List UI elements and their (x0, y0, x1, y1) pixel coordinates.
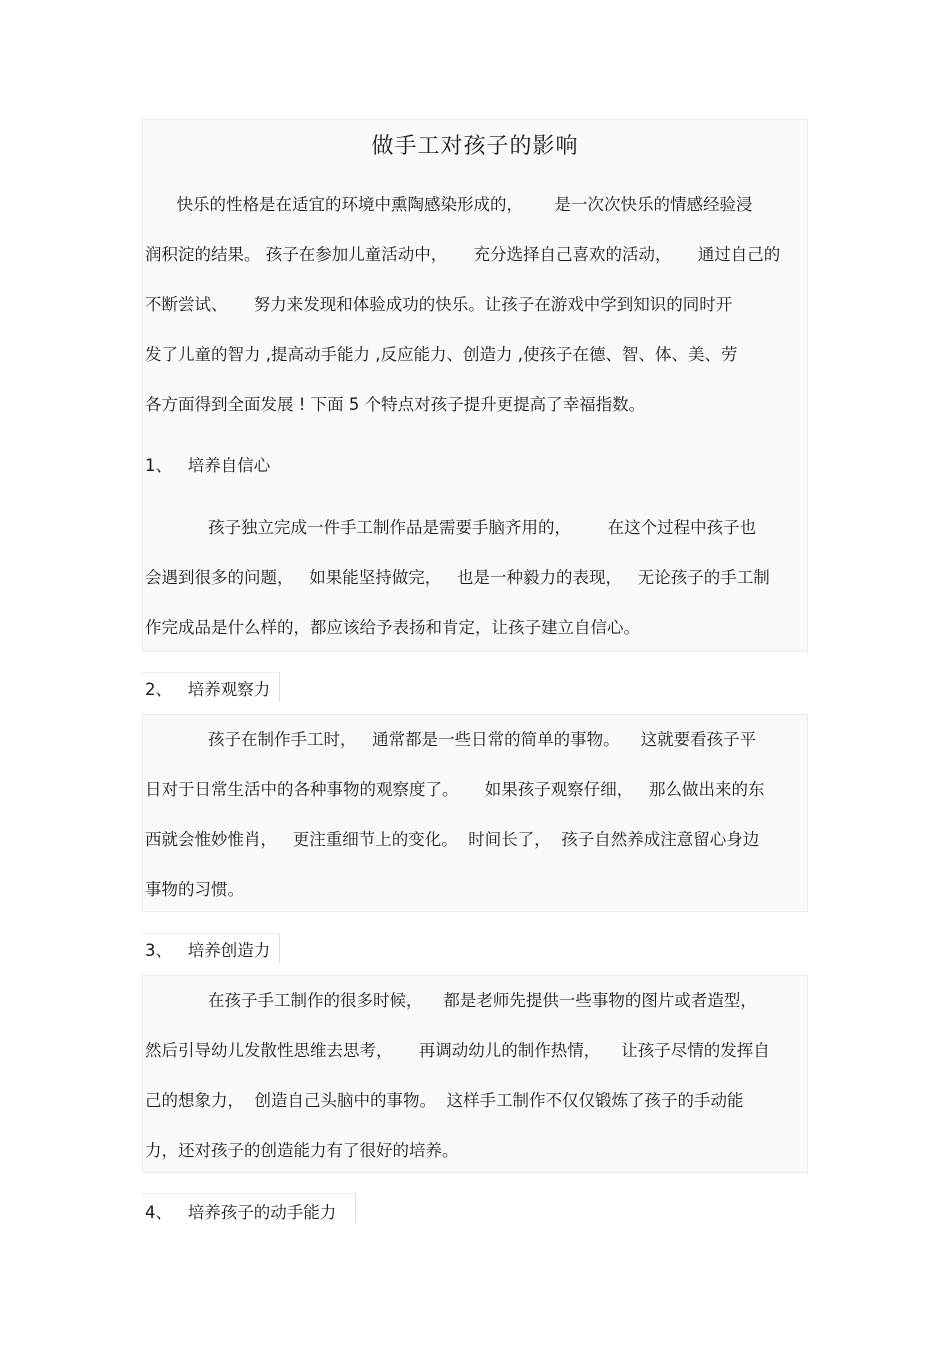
section-line: 孩子在制作手工时， 通常都是一些日常的简单的事物。 这就要看孩子平 (145, 730, 757, 749)
section-heading: 3、 培养创造力 (145, 941, 271, 960)
intro-line: 润积淀的结果。 孩子在参加儿童活动中， 充分选择自己喜欢的活动， 通过自己的 (145, 245, 781, 264)
section-heading: 1、 培养自信心 (145, 456, 271, 475)
section-line: 日对于日常生活中的各种事物的观察度了。 如果孩子观察仔细， 那么做出来的东 (145, 780, 765, 799)
intro-line: 不断尝试、 努力来发现和体验成功的快乐。让孩子在游戏中学到知识的同时开 (145, 295, 733, 314)
section-line: 作完成品是什么样的，都应该给予表扬和肯定，让孩子建立自信心。 (145, 618, 640, 637)
intro-line: 快乐的性格是在适宜的环境中熏陶感染形成的， 是一次次快乐的情感经验浸 (145, 195, 753, 214)
section-line: 在孩子手工制作的很多时候， 都是老师先提供一些事物的图片或者造型， (145, 991, 757, 1010)
section-line: 力，还对孩子的创造能力有了很好的培养。 (145, 1141, 459, 1160)
section-line: 然后引导幼儿发散性思维去思考， 再调动幼儿的制作热情， 让孩子尽情的发挥自 (145, 1041, 770, 1060)
section-line: 会遇到很多的问题， 如果能坚持做完， 也是一种毅力的表现， 无论孩子的手工制 (145, 568, 770, 587)
section-heading: 4、 培养孩子的动手能力 (145, 1203, 337, 1222)
section-line: 己的想象力， 创造自己头脑中的事物。 这样手工制作不仅仅锻炼了孩子的手动能 (145, 1091, 744, 1110)
intro-line: 各方面得到全面发展 ! 下面 5 个特点对孩子提升更提高了幸福指数。 (145, 395, 646, 414)
section-heading: 2、 培养观察力 (145, 680, 271, 699)
intro-line: 发了儿童的智力 ,提高动手能力 ,反应能力、创造力 ,使孩子在德、智、体、美、劳 (145, 345, 738, 364)
section-line: 西就会惟妙惟肖， 更注重细节上的变化。 时间长了， 孩子自然养成注意留心身边 (145, 830, 760, 849)
section-line: 孩子独立完成一件手工制作品是需要手脑齐用的， 在这个过程中孩子也 (145, 518, 757, 537)
page-title: 做手工对孩子的影响 (371, 134, 579, 159)
section-line: 事物的习惯。 (145, 880, 244, 899)
